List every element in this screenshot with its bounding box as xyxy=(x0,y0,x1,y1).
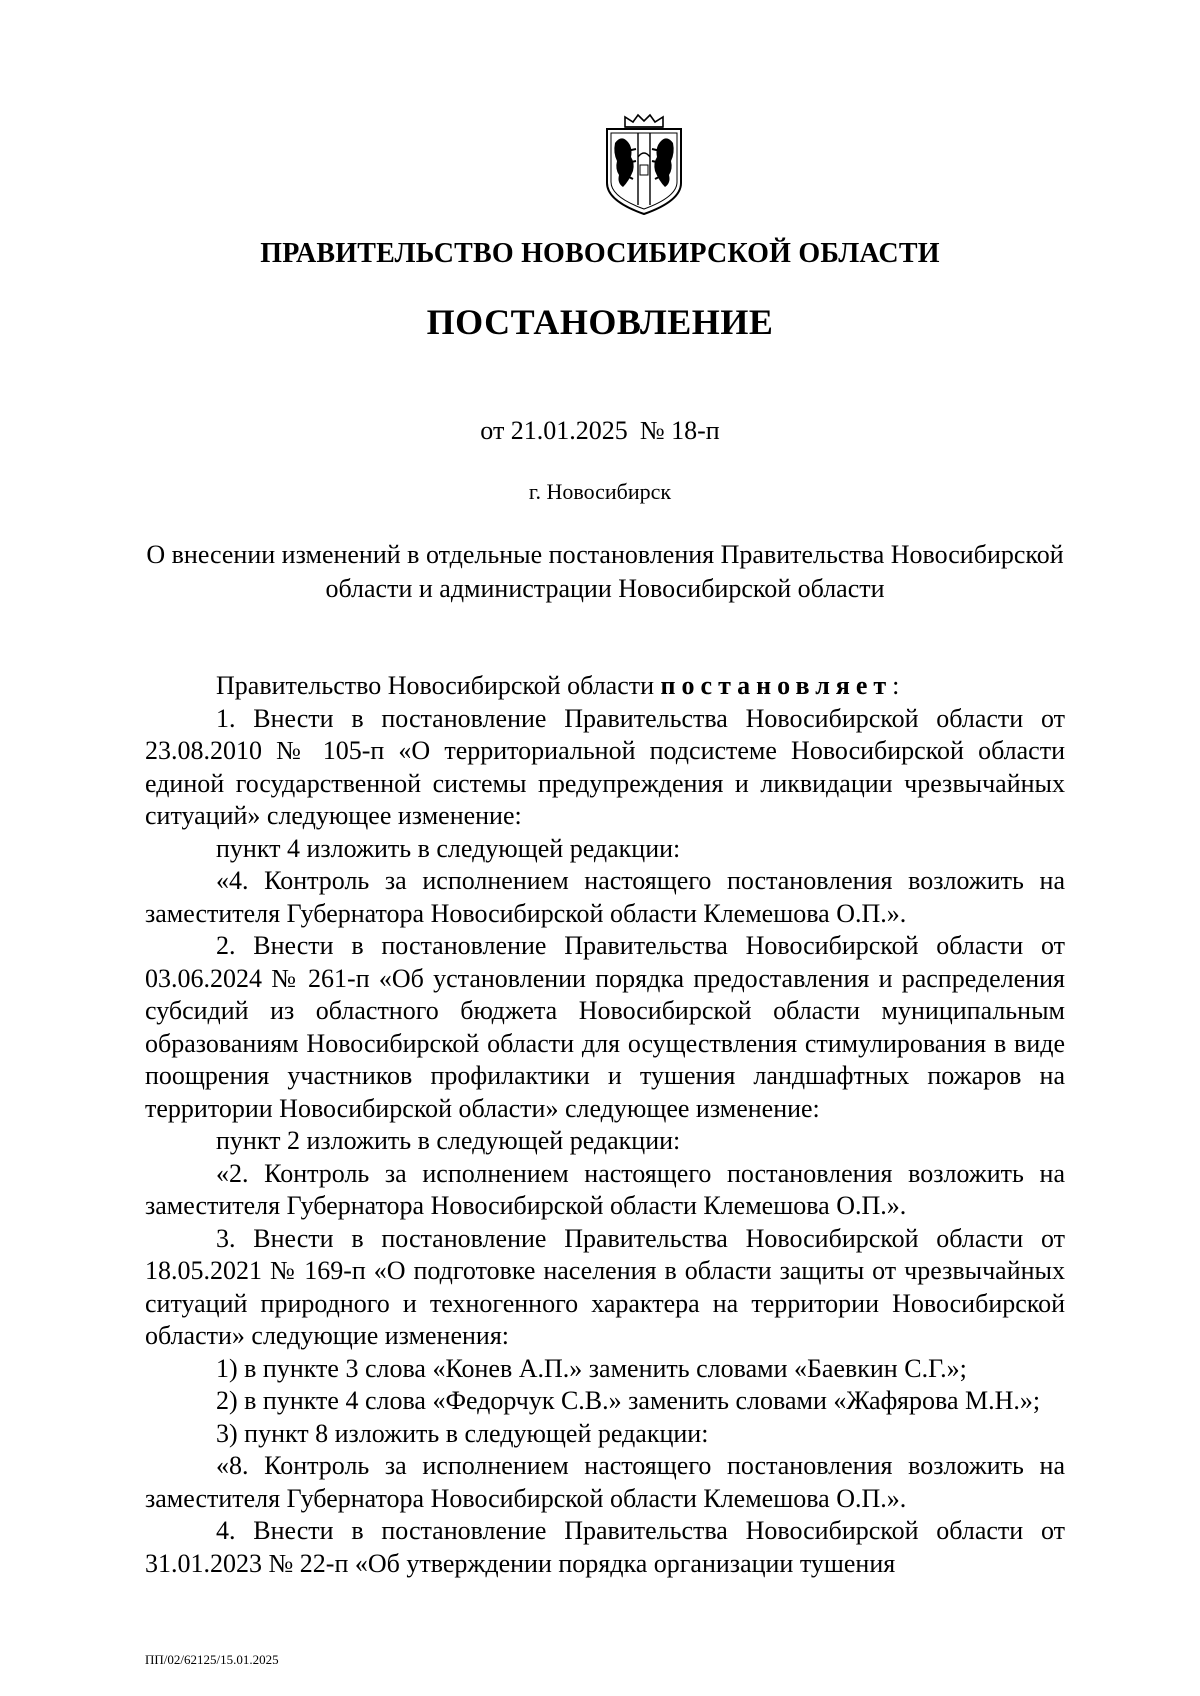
footer-document-code: ПП/02/62125/15.01.2025 xyxy=(145,1652,279,1667)
body-paragraph: пункт 2 изложить в следующей редакции: xyxy=(216,1126,681,1155)
body-paragraph: 1) в пункте 3 слова «Конев А.П.» заменить словами «Баевкин С.Г.»; xyxy=(216,1353,967,1383)
preamble-verb: постановляет xyxy=(660,671,893,700)
body-paragraph: 4. Внести в постановление Правительства Новосибирской области от 31.01.2023 № 22-п «Об утверждении порядка организации тушения xyxy=(145,1516,1065,1578)
body-paragraph: «2. Контроль за исполнением настоящего постановления возложить на заместителя Губернатора Новосибирской области Клемешова О.П.». xyxy=(145,1158,1065,1220)
city-name: г. Новосибирск xyxy=(528,479,672,504)
body-paragraph: «8. Контроль за исполнением настоящего постановления возложить на заместителя Губернатора Новосибирской области Клемешова О.П.». xyxy=(145,1451,1065,1513)
organization-name: ПРАВИТЕЛЬСТВО НОВОСИБИРСКОЙ ОБЛАСТИ xyxy=(260,238,940,269)
document-number: № 18-п xyxy=(639,416,720,445)
body-paragraph: 3. Внести в постановление Правительства Новосибирской области от 18.05.2021 № 169-п «О подготовке населения в области защиты от чрезвычайных ситуаций природного и техногенного характера на территории Новосибирской области» следующие изменения: xyxy=(145,1223,1065,1350)
document-body xyxy=(145,670,1065,1580)
document-date: от 21.01.2025 xyxy=(480,416,628,445)
body-paragraph: 1. Внести в постановление Правительства Новосибирской области от 23.08.2010 № 105-п «О территориальной подсистеме Новосибирской области единой государственной системы предупреждения и ликвидации чрезвычайных ситуаций» следующее изменение: xyxy=(145,703,1065,830)
document-type-title: ПОСТАНОВЛЕНИЕ xyxy=(426,302,774,342)
body-paragraph: 2) в пункте 4 слова «Федорчук С.В.» заменить словами «Жафярова М.Н.»; xyxy=(216,1386,1041,1415)
preamble-text: Правительство Новосибирской области xyxy=(216,671,655,700)
date-number-line xyxy=(0,415,1200,447)
body-paragraph: 3) пункт 8 изложить в следующей редакции: xyxy=(216,1418,709,1448)
preamble xyxy=(145,670,1065,703)
body-paragraph: 2. Внести в постановление Правительства Новосибирской области от 03.06.2024 № 261-п «Об установлении порядка предоставления и распределения субсидий из областного бюджета Новосибирской области муниципальным образованиям Новосибирской области для осуществления стимулирования в виде поощрения участников профилактики и тушения ландшафтных пожаров на территории Новосибирской области» следующее изменение: xyxy=(145,931,1065,1123)
body-paragraph: пункт 4 изложить в следующей редакции: xyxy=(216,833,681,863)
body-paragraph: «4. Контроль за исполнением настоящего постановления возложить на заместителя Губернатора Новосибирской области Клемешова О.П.». xyxy=(145,866,1065,928)
coat-of-arms-icon xyxy=(603,113,685,216)
document-subject: О внесении изменений в отдельные постановления Правительства Новосибирской области и администрации Новосибирской области xyxy=(146,540,1064,603)
preamble-end: : xyxy=(892,671,900,700)
